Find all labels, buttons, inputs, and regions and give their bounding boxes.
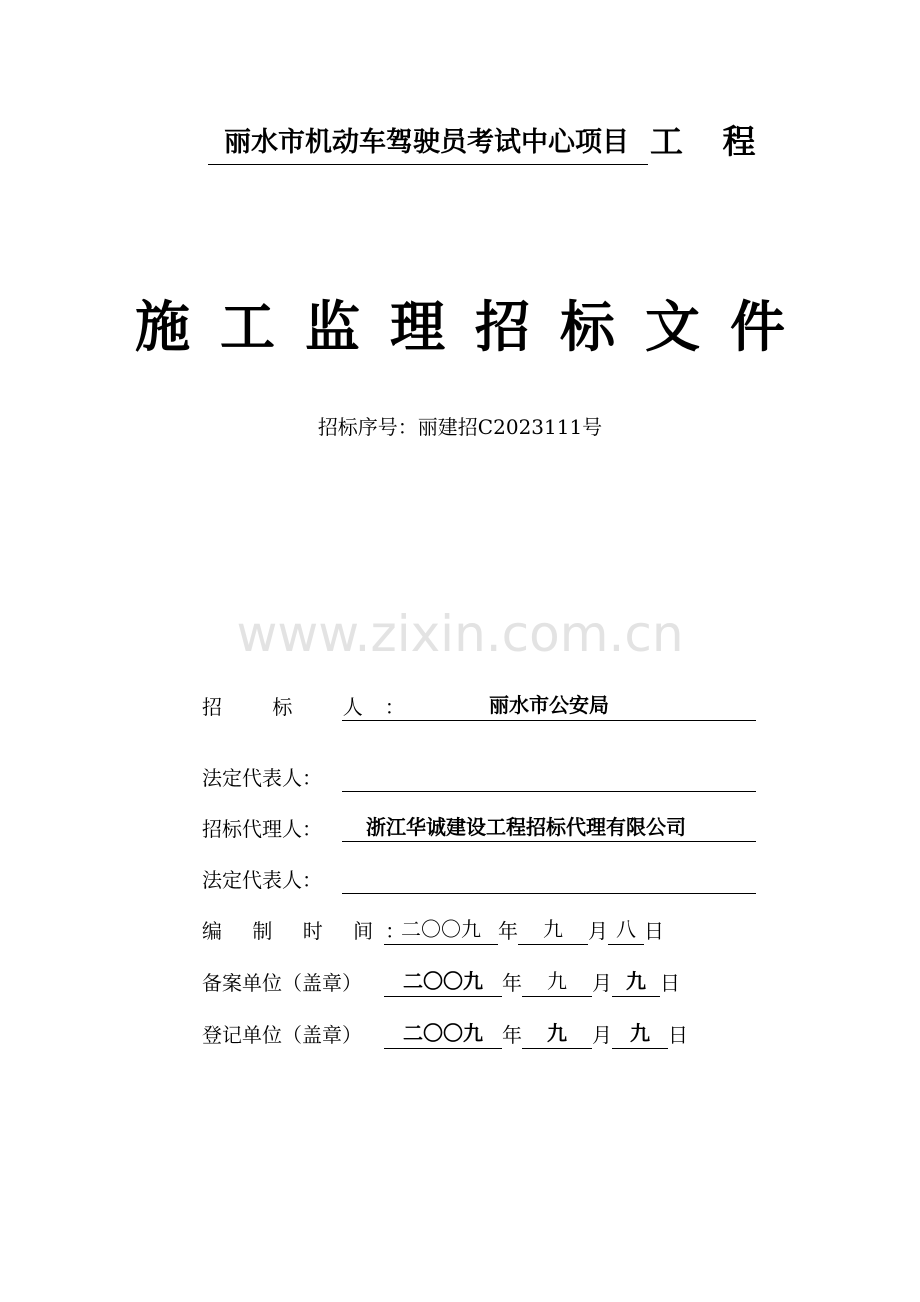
agent-value: 浙江华诚建设工程招标代理有限公司 — [342, 812, 756, 842]
registration-year: 二〇〇九 — [384, 1018, 502, 1049]
filing-date-label: 备案单位（盖章） — [202, 971, 362, 995]
filing-year: 二〇〇九 — [384, 966, 502, 997]
registration-day: 九 — [612, 1018, 668, 1049]
filing-date-row — [202, 966, 680, 1000]
filing-month: 九 — [522, 966, 592, 997]
legal-rep-row-2 — [202, 863, 342, 897]
document-title: 施工监理招标文件 — [134, 294, 815, 359]
agent-row — [202, 812, 686, 846]
month-suffix: 月 — [592, 1023, 612, 1047]
compile-date-row — [202, 914, 664, 948]
legal-rep-label-2: 法定代表人： — [202, 868, 322, 892]
compile-year: 二〇〇九 — [384, 914, 498, 945]
bid-number: 招标序号：丽建招C2023111号 — [317, 415, 603, 439]
legal-rep-value-2 — [342, 863, 756, 894]
month-suffix: 月 — [588, 919, 608, 943]
tenderer-label: 招 标 人： — [202, 695, 427, 719]
filing-day: 九 — [612, 966, 660, 997]
agent-label: 招标代理人： — [202, 817, 322, 841]
year-suffix: 年 — [502, 971, 522, 995]
tenderer-row — [202, 690, 609, 724]
compile-day: 八 — [608, 914, 644, 945]
registration-date-label: 登记单位（盖章） — [202, 1023, 362, 1047]
day-suffix: 日 — [668, 1023, 688, 1047]
day-suffix: 日 — [644, 919, 664, 943]
year-suffix: 年 — [498, 919, 518, 943]
compile-month: 九 — [518, 914, 588, 945]
month-suffix: 月 — [592, 971, 612, 995]
year-suffix: 年 — [502, 1023, 522, 1047]
legal-rep-row-1 — [202, 761, 342, 795]
registration-month: 九 — [522, 1018, 592, 1049]
compile-date-label: 编 制 时 间： — [202, 919, 418, 943]
legal-rep-label-1: 法定代表人： — [202, 766, 322, 790]
tenderer-value: 丽水市公安局 — [342, 690, 756, 721]
project-suffix: 工 程 — [650, 122, 770, 161]
day-suffix: 日 — [660, 971, 680, 995]
watermark: www.zixin.com.cn — [236, 605, 684, 663]
project-name: 丽水市机动车驾驶员考试中心项目 — [208, 122, 648, 165]
legal-rep-value-1 — [342, 761, 756, 792]
registration-date-row — [202, 1018, 688, 1052]
